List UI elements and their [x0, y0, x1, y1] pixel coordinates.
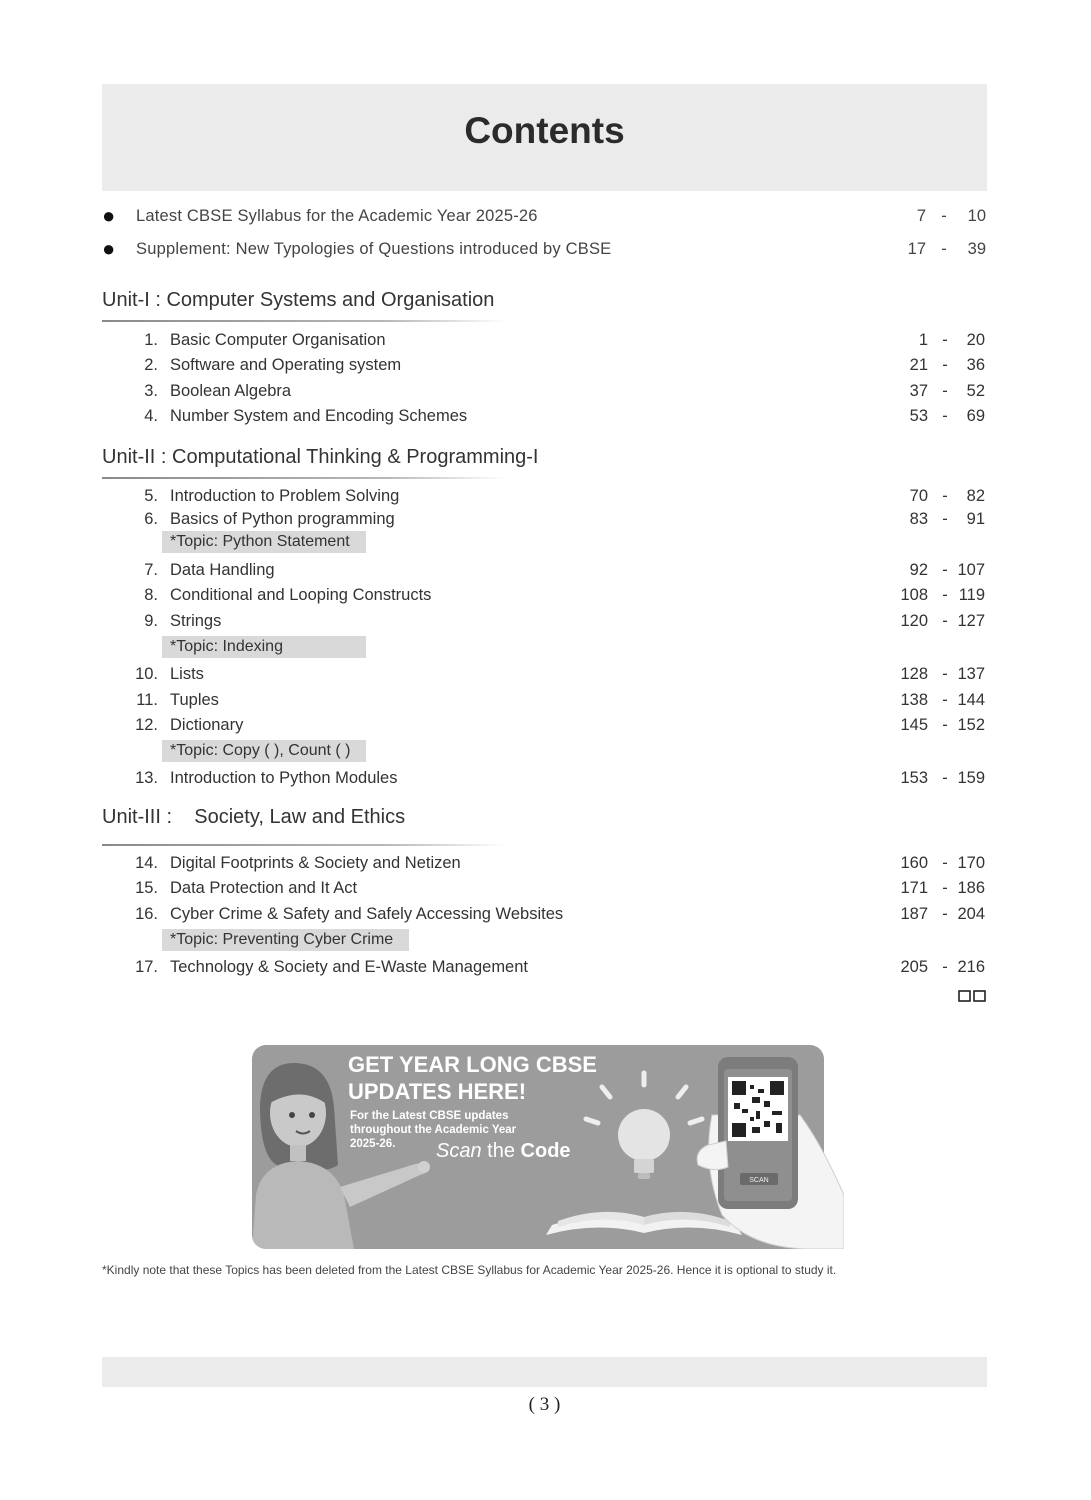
chapter-number: 6. — [144, 510, 158, 528]
chapter-number: 14. — [135, 854, 158, 872]
page-from: 120 — [900, 612, 928, 630]
cbse-updates-banner[interactable] — [252, 1045, 844, 1249]
page-dash: - — [942, 879, 948, 897]
chapter-number: 12. — [135, 716, 158, 734]
chapter-title: Introduction to Python Modules — [170, 769, 398, 787]
footer-band — [102, 1357, 987, 1387]
page-dash: - — [942, 691, 948, 709]
unit-heading: Unit-III : Society, Law and Ethics — [102, 806, 406, 828]
page-dash: - — [942, 854, 948, 872]
page-dash: - — [942, 769, 948, 787]
page-from: 160 — [900, 854, 928, 872]
chapter-title: Dictionary — [170, 716, 244, 734]
chapter-number: 2. — [144, 356, 158, 374]
page-dash: - — [942, 665, 948, 683]
page-dash: - — [942, 561, 948, 579]
chapter-number: 13. — [135, 769, 158, 787]
unit-divider — [102, 320, 507, 322]
page-number: ( 3 ) — [528, 1394, 561, 1415]
banner-subtext-3: 2025-26. — [350, 1138, 396, 1150]
page-from: 83 — [909, 510, 928, 528]
deleted-topic-label: *Topic: Copy ( ), Count ( ) — [162, 740, 366, 762]
chapter-title: Technology & Society and E-Waste Management — [170, 958, 528, 976]
banner-subtext-1: For the Latest CBSE updates — [350, 1110, 509, 1122]
page-to: 82 — [966, 487, 985, 505]
page-to: 20 — [966, 331, 985, 349]
page-to: 52 — [966, 382, 985, 400]
page-to: 204 — [957, 905, 985, 923]
page-from: 138 — [900, 691, 928, 709]
unit-heading: Unit-II : Computational Thinking & Programming-I — [102, 446, 539, 468]
banner-headline-1: GET YEAR LONG CBSE — [348, 1052, 597, 1077]
chapter-title: Digital Footprints & Society and Netizen — [170, 854, 461, 872]
page-dash: - — [942, 612, 948, 630]
chapter-number: 11. — [136, 691, 158, 709]
chapter-number: 1. — [144, 331, 158, 349]
chapter-number: 17. — [135, 958, 158, 976]
page-dash: - — [941, 207, 947, 225]
banner-headline-2: UPDATES HERE! — [348, 1079, 527, 1104]
page-from: 53 — [909, 407, 928, 425]
page-from: 145 — [900, 716, 928, 734]
page-to: 91 — [966, 510, 985, 528]
page-dash: - — [942, 586, 948, 604]
page-to: 107 — [957, 561, 985, 579]
bullet-icon: ● — [102, 203, 116, 228]
page-from: 7 — [916, 207, 926, 225]
deleted-topic-label: *Topic: Python Statement — [162, 531, 366, 553]
page-dash: - — [942, 331, 948, 349]
page-from: 17 — [907, 240, 926, 258]
chapter-number: 10. — [135, 665, 158, 683]
chapter-number: 15. — [135, 879, 158, 897]
page-dash: - — [942, 356, 948, 374]
page-title: Contents — [464, 110, 625, 151]
page-to: 127 — [957, 612, 985, 630]
chapter-number: 3. — [144, 382, 158, 400]
page-dash: - — [942, 407, 948, 425]
chapter-title: Number System and Encoding Schemes — [170, 407, 468, 425]
chapter-title: Basic Computer Organisation — [170, 331, 386, 349]
chapter-number: 5. — [144, 487, 158, 505]
deleted-topic-label: *Topic: Indexing — [162, 636, 366, 658]
page-to: 119 — [958, 586, 985, 604]
chapter-title: Data Handling — [170, 561, 275, 579]
page-dash: - — [942, 958, 948, 976]
chapter-title: Lists — [170, 665, 204, 683]
page-to: 36 — [966, 356, 985, 374]
intro-item-text: Latest CBSE Syllabus for the Academic Year 2025-26 — [136, 207, 538, 225]
unit-divider — [102, 844, 507, 846]
chapter-title: Strings — [170, 612, 222, 630]
bullet-icon: ● — [102, 236, 116, 261]
page-dash: - — [941, 240, 947, 258]
unit-heading: Unit-I : Computer Systems and Organisation — [102, 289, 495, 311]
scan-word: Scan — [436, 1140, 482, 1162]
chapter-title: Conditional and Looping Constructs — [170, 586, 432, 604]
chapter-number: 7. — [144, 561, 158, 579]
page-to: 144 — [957, 691, 985, 709]
footnote: *Kindly note that these Topics has been deleted from the Latest CBSE Syllabus for Academic Year 2025-26. Hence it is optional to study it. — [102, 1263, 837, 1277]
page-from: 205 — [900, 958, 928, 976]
intro-item-text: Supplement: New Typologies of Questions introduced by CBSE — [136, 240, 612, 258]
page-to: 69 — [966, 407, 985, 425]
deleted-topic-label: *Topic: Preventing Cyber Crime — [162, 929, 409, 951]
page-dash: - — [942, 905, 948, 923]
end-of-section-icon — [958, 990, 988, 1002]
page-from: 37 — [909, 382, 928, 400]
page-from: 92 — [909, 561, 928, 579]
page-to: 216 — [957, 958, 985, 976]
chapter-title: Cyber Crime & Safety and Safely Accessing Websites — [170, 905, 564, 923]
page-to: 186 — [957, 879, 985, 897]
page-to: 10 — [967, 207, 986, 225]
page-to: 39 — [967, 240, 986, 258]
chapter-title: Tuples — [170, 691, 219, 709]
page-dash: - — [942, 716, 948, 734]
chapter-title: Data Protection and It Act — [170, 879, 358, 897]
page-to: 159 — [957, 769, 985, 787]
page-to: 137 — [957, 665, 985, 683]
the-word: the — [487, 1140, 515, 1162]
page-from: 108 — [900, 586, 928, 604]
page-dash: - — [942, 510, 948, 528]
page-from: 21 — [909, 356, 928, 374]
phone-scan-button: SCAN — [749, 1177, 769, 1184]
page-from: 70 — [909, 487, 928, 505]
scan-the-code-text — [436, 1140, 571, 1162]
page-from: 128 — [900, 665, 928, 683]
page-to: 152 — [957, 716, 985, 734]
chapter-title: Software and Operating system — [170, 356, 402, 374]
code-word: Code — [520, 1140, 571, 1162]
page-dash: - — [942, 382, 948, 400]
chapter-number: 16. — [135, 905, 158, 923]
page-from: 187 — [900, 905, 928, 923]
chapter-number: 8. — [144, 586, 158, 604]
page-to: 170 — [957, 854, 985, 872]
banner-subtext-2: throughout the Academic Year — [350, 1124, 517, 1136]
page-from: 1 — [918, 331, 928, 349]
page-from: 153 — [900, 769, 928, 787]
unit-divider — [102, 477, 507, 479]
page-from: 171 — [900, 879, 928, 897]
chapter-title: Introduction to Problem Solving — [170, 487, 400, 505]
chapter-number: 4. — [144, 407, 158, 425]
chapter-title: Boolean Algebra — [170, 382, 292, 400]
chapter-title: Basics of Python programming — [170, 510, 395, 528]
page-dash: - — [942, 487, 948, 505]
chapter-number: 9. — [144, 612, 158, 630]
